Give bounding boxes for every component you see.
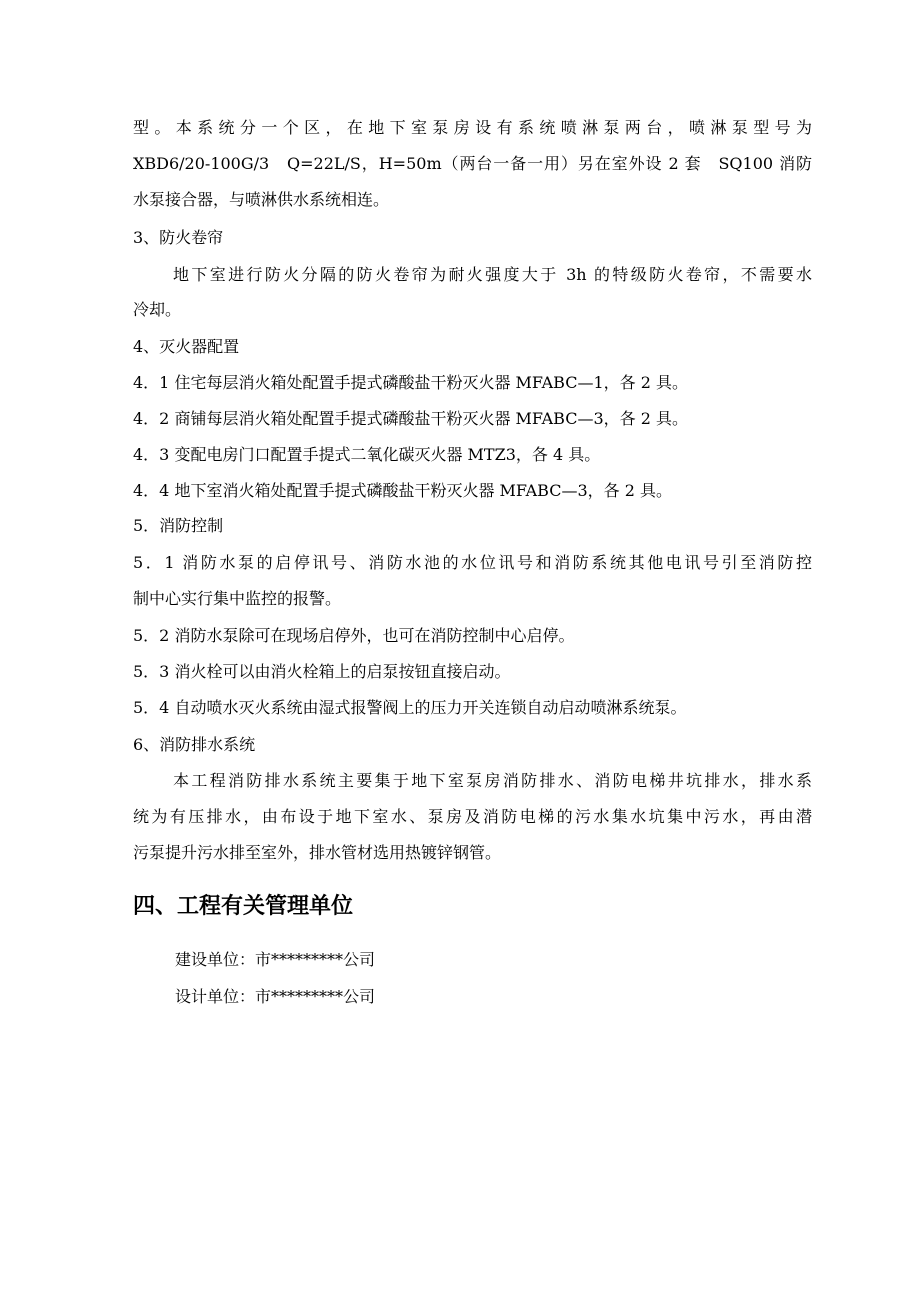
- section-heading-6: 6、消防排水系统: [133, 735, 256, 754]
- list-item: 5．4 自动喷水灭火系统由湿式报警阀上的压力开关连锁自动启动喷淋系统泵。: [133, 698, 687, 717]
- paragraph-line: XBD6/20-100G/3 Q=22L/S，H=50m（两台一备一用）另在室外设 2 套 SQ100 消防: [133, 154, 812, 173]
- paragraph-line: 统为有压排水，由布设于地下室水、泵房及消防电梯的污水集水坑集中污水，再由潜: [133, 807, 812, 826]
- list-item: 4．2 商铺每层消火箱处配置手提式磷酸盐干粉灭火器 MFABC—3，各 2 具。: [133, 409, 689, 428]
- section-title: 四、工程有关管理单位: [133, 894, 354, 919]
- paragraph-line: 地下室进行防火分隔的防火卷帘为耐火强度大于 3h 的特级防火卷帘，不需要水: [173, 265, 812, 284]
- paragraph-line: 冷却。: [133, 300, 182, 319]
- list-item: 5．1 消防水泵的启停讯号、消防水池的水位讯号和消防系统其他电讯号引至消防控: [133, 553, 812, 572]
- paragraph-line: 型。本系统分一个区，在地下室泵房设有系统喷淋泵两台，喷淋泵型号为: [133, 118, 812, 137]
- section-heading-5: 5．消防控制: [133, 516, 224, 535]
- section-heading-4: 4、灭火器配置: [133, 337, 240, 356]
- list-item: 5．3 消火栓可以由消火栓箱上的启泵按钮直接启动。: [133, 662, 511, 681]
- paragraph-line: 水泵接合器，与喷淋供水系统相连。: [133, 190, 390, 209]
- paragraph-line: 污泵提升污水排至室外，排水管材选用热镀锌钢管。: [133, 843, 502, 862]
- builder-unit: 建设单位：市*********公司: [175, 950, 376, 969]
- list-item: 4．4 地下室消火箱处配置手提式磷酸盐干粉灭火器 MFABC—3，各 2 具。: [133, 481, 673, 500]
- designer-unit: 设计单位：市*********公司: [175, 987, 376, 1006]
- paragraph-line: 本工程消防排水系统主要集于地下室泵房消防排水、消防电梯井坑排水，排水系: [173, 771, 812, 790]
- list-item: 4．3 变配电房门口配置手提式二氧化碳灭火器 MTZ3，各 4 具。: [133, 445, 601, 464]
- section-heading-3: 3、防火卷帘: [133, 228, 224, 247]
- list-item: 制中心实行集中监控的报警。: [133, 589, 342, 608]
- list-item: 4．1 住宅每层消火箱处配置手提式磷酸盐干粉灭火器 MFABC—1，各 2 具。: [133, 373, 689, 392]
- list-item: 5．2 消防水泵除可在现场启停外，也可在消防控制中心启停。: [133, 626, 575, 645]
